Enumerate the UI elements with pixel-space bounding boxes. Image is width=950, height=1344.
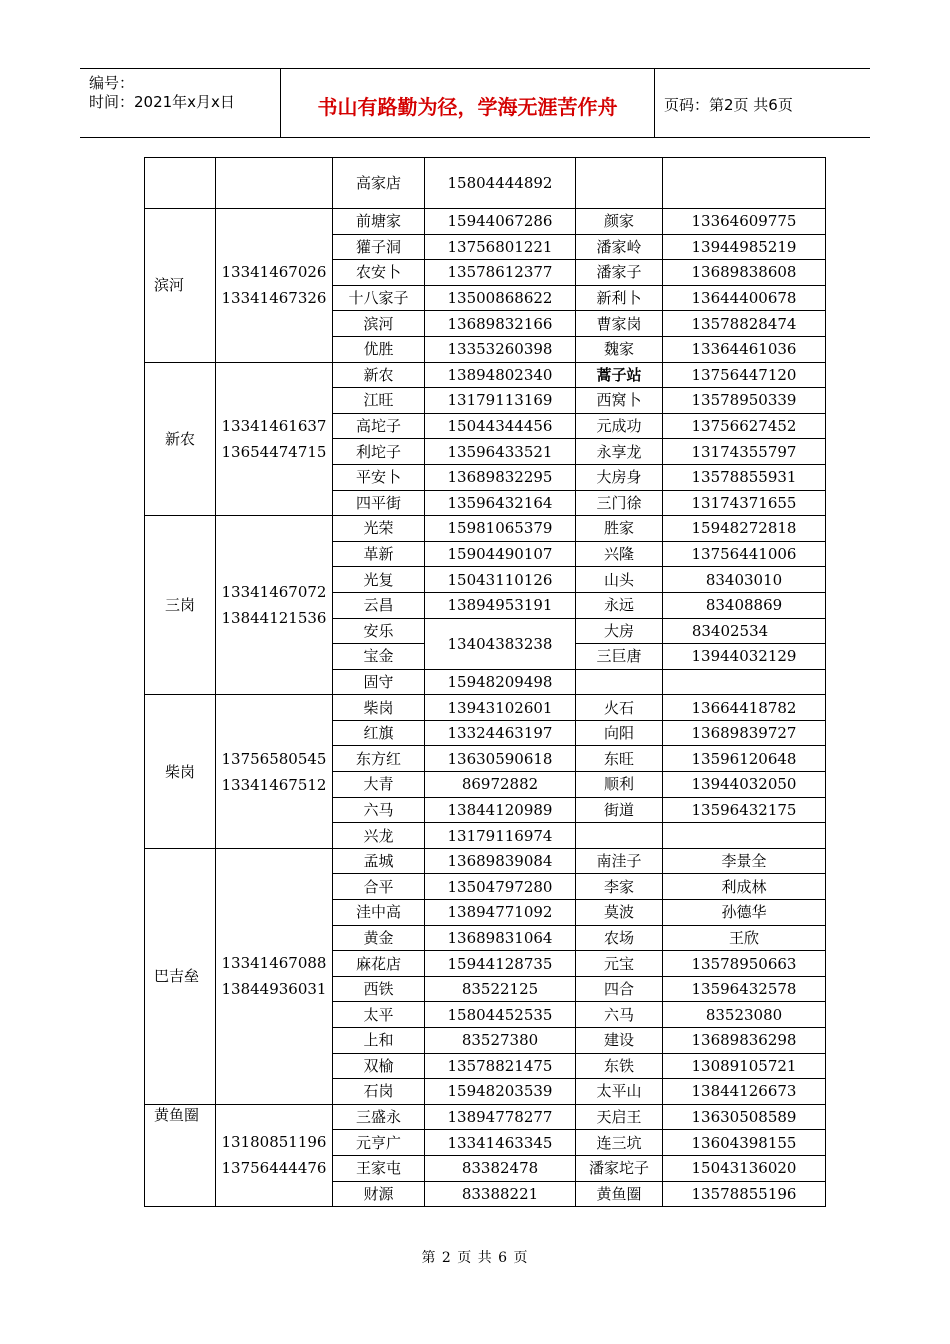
village-phone: 13689838608	[663, 260, 826, 286]
village-phone: 13844126673	[663, 1079, 826, 1105]
village-name: 兴隆	[576, 541, 663, 567]
time-label: 时间：2021年x月x日	[89, 93, 235, 111]
village-phone: 13689839727	[663, 720, 826, 746]
village-name: 街道	[576, 797, 663, 823]
village-name: 天启王	[576, 1104, 663, 1130]
village-name: 元宝	[576, 951, 663, 977]
town-phone-2: 13341467326	[221, 289, 327, 308]
table-row	[145, 362, 826, 388]
contact-person: 李景全	[663, 848, 826, 874]
town-phone-1: 13341467072	[221, 583, 327, 602]
village-phone: 13944032129	[663, 644, 826, 670]
village-phone: 15043110126	[425, 567, 576, 593]
village-name: 滨河	[333, 311, 425, 337]
village-phone: 13894771092	[425, 900, 576, 926]
town-phone-2: 13341467512	[221, 775, 327, 794]
village-name: 农安卜	[333, 260, 425, 286]
village-name: 潘家坨子	[576, 1155, 663, 1181]
header-motto-cell	[281, 69, 655, 137]
village-phone: 15948209498	[425, 669, 576, 695]
village-phone: 15944128735	[425, 951, 576, 977]
village-name: 黄金	[333, 925, 425, 951]
town-phone-2: 13844121536	[221, 609, 327, 628]
village-phone: 13894802340	[425, 362, 576, 388]
village-name: 西窝卜	[576, 388, 663, 414]
village-name: 财源	[333, 1181, 425, 1207]
town-phone-2: 13654474715	[221, 442, 327, 461]
empty-cell	[576, 158, 663, 209]
empty-cell	[216, 158, 333, 209]
town-contacts	[216, 695, 333, 849]
village-name: 南洼子	[576, 848, 663, 874]
town-name: 巴吉垒	[145, 848, 216, 1104]
village-name: 云昌	[333, 592, 425, 618]
village-phone: 13596432164	[425, 490, 576, 516]
village-phone: 13630508589	[663, 1104, 826, 1130]
village-phone: 13689832166	[425, 311, 576, 337]
village-name: 红旗	[333, 720, 425, 746]
page-label: 页码：第2页 共6页	[664, 96, 793, 114]
village-name: 平安卜	[333, 464, 425, 490]
town-phone-1: 13341467088	[221, 954, 327, 973]
header-meta-cell	[80, 69, 281, 137]
village-phone: 13596433521	[425, 439, 576, 465]
village-name: 太平山	[576, 1079, 663, 1105]
village-name: 王家屯	[333, 1155, 425, 1181]
town-name: 滨河	[145, 209, 216, 363]
village-name: 江旺	[333, 388, 425, 414]
village-phone: 13943102601	[425, 695, 576, 721]
village-phone: 13844120989	[425, 797, 576, 823]
table-row	[145, 1104, 826, 1130]
empty-cell	[663, 823, 826, 849]
village-name: 獾子洞	[333, 234, 425, 260]
village-name: 永远	[576, 592, 663, 618]
contact-person: 利成林	[663, 874, 826, 900]
village-phone: 13324463197	[425, 720, 576, 746]
village-phone: 13944032050	[663, 772, 826, 798]
village-phone: 13341463345	[425, 1130, 576, 1156]
village-phone: 13596432578	[663, 976, 826, 1002]
village-name: 潘家子	[576, 260, 663, 286]
village-name: 莫波	[576, 900, 663, 926]
village-phone: 13894953191	[425, 592, 576, 618]
village-phone: 13578950339	[663, 388, 826, 414]
town-phone-2: 13844936031	[221, 980, 327, 999]
village-name: 洼中高	[333, 900, 425, 926]
village-phone: 13174371655	[663, 490, 826, 516]
town-contacts	[216, 1104, 333, 1206]
town-phone-1: 13756580545	[221, 749, 327, 768]
village-name: 向阳	[576, 720, 663, 746]
village-name: 新利卜	[576, 285, 663, 311]
village-phone: 13596120648	[663, 746, 826, 772]
village-phone: 13944985219	[663, 234, 826, 260]
town-name: 新农	[145, 362, 216, 516]
village-phone: 13500868622	[425, 285, 576, 311]
village-name: 大房	[576, 618, 663, 644]
village-name: 连三坑	[576, 1130, 663, 1156]
town-phone-1: 13180851196	[221, 1133, 327, 1152]
town-contacts	[216, 209, 333, 363]
village-phone: 15948272818	[663, 516, 826, 542]
village-phone: 83527380	[425, 1028, 576, 1054]
empty-cell	[576, 823, 663, 849]
town-name: 柴岗	[145, 695, 216, 849]
village-phone: 13578855931	[663, 464, 826, 490]
village-name: 大青	[333, 772, 425, 798]
village-phone: 13578612377	[425, 260, 576, 286]
village-phone: 15044344456	[425, 413, 576, 439]
village-phone: 13756441006	[663, 541, 826, 567]
village-phone: 13689832295	[425, 464, 576, 490]
town-contacts	[216, 516, 333, 695]
village-phone: 83402534	[663, 618, 826, 644]
village-phone: 13756627452	[663, 413, 826, 439]
empty-cell	[145, 158, 216, 209]
table-row	[145, 209, 826, 235]
town-name: 三岗	[145, 516, 216, 695]
village-name: 山头	[576, 567, 663, 593]
village-phone: 13179113169	[425, 388, 576, 414]
village-phone: 15804444892	[425, 158, 576, 209]
table-row	[145, 848, 826, 874]
village-phone: 83403010	[663, 567, 826, 593]
contact-person: 孙德华	[663, 900, 826, 926]
village-phone: 13756447120	[663, 362, 826, 388]
village-name: 大房身	[576, 464, 663, 490]
village-name: 永享龙	[576, 439, 663, 465]
village-phone: 13578821475	[425, 1053, 576, 1079]
village-phone: 83523080	[663, 1002, 826, 1028]
village-name: 三门徐	[576, 490, 663, 516]
header-page-cell	[655, 69, 870, 137]
village-name: 四平街	[333, 490, 425, 516]
village-name: 西铁	[333, 976, 425, 1002]
village-phone: 13630590618	[425, 746, 576, 772]
village-name: 新农	[333, 362, 425, 388]
village-name: 建设	[576, 1028, 663, 1054]
village-phone: 13664418782	[663, 695, 826, 721]
village-phone: 13689839084	[425, 848, 576, 874]
village-phone: 15944067286	[425, 209, 576, 235]
village-name: 双榆	[333, 1053, 425, 1079]
number-label: 编号：	[89, 74, 135, 92]
village-name: 元成功	[576, 413, 663, 439]
village-name: 石岗	[333, 1079, 425, 1105]
village-phone: 13578828474	[663, 311, 826, 337]
village-name: 颜家	[576, 209, 663, 235]
village-name: 潘家岭	[576, 234, 663, 260]
village-name: 上和	[333, 1028, 425, 1054]
village-name: 优胜	[333, 336, 425, 362]
village-phone: 15981065379	[425, 516, 576, 542]
table-row	[145, 695, 826, 721]
village-name: 胜家	[576, 516, 663, 542]
motto-text: 书山有路勤为径，学海无涯苦作舟	[317, 95, 618, 119]
village-name: 元亨广	[333, 1130, 425, 1156]
village-name: 光荣	[333, 516, 425, 542]
village-phone: 13689836298	[663, 1028, 826, 1054]
town-phone-1: 13341461637	[221, 416, 327, 435]
village-name: 前塘家	[333, 209, 425, 235]
village-phone: 15043136020	[663, 1155, 826, 1181]
village-name: 三盛永	[333, 1104, 425, 1130]
village-phone: 13364461036	[663, 336, 826, 362]
village-name: 顺利	[576, 772, 663, 798]
village-phone: 83408869	[663, 592, 826, 618]
phone-directory-table	[144, 157, 826, 1207]
village-name: 火石	[576, 695, 663, 721]
contact-person: 王欣	[663, 925, 826, 951]
village-phone: 86972882	[425, 772, 576, 798]
village-phone: 13504797280	[425, 874, 576, 900]
town-phone-2: 13756444476	[221, 1159, 327, 1178]
page-footer: 第 2 页 共 6 页	[421, 1250, 529, 1266]
village-name: 魏家	[576, 336, 663, 362]
village-phone: 13578855196	[663, 1181, 826, 1207]
village-name: 李家	[576, 874, 663, 900]
town-name: 黄鱼圈	[145, 1104, 216, 1206]
town-contacts	[216, 848, 333, 1104]
village-phone: 83522125	[425, 976, 576, 1002]
village-phone: 13578950663	[663, 951, 826, 977]
village-phone: 13364609775	[663, 209, 826, 235]
village-phone: 13174355797	[663, 439, 826, 465]
village-phone: 83388221	[425, 1181, 576, 1207]
table-row	[145, 158, 826, 209]
town-phone-1: 13341467026	[221, 263, 327, 282]
town-contacts	[216, 362, 333, 516]
village-name: 东方红	[333, 746, 425, 772]
village-name: 东铁	[576, 1053, 663, 1079]
empty-cell	[663, 669, 826, 695]
village-phone: 13689831064	[425, 925, 576, 951]
village-name: 柴岗	[333, 695, 425, 721]
village-name: 太平	[333, 1002, 425, 1028]
village-name: 宝金	[333, 644, 425, 670]
village-name: 六马	[576, 1002, 663, 1028]
empty-cell	[576, 669, 663, 695]
village-phone: 15904490107	[425, 541, 576, 567]
village-phone: 15948203539	[425, 1079, 576, 1105]
village-name: 革新	[333, 541, 425, 567]
village-name: 兴龙	[333, 823, 425, 849]
document-header	[80, 68, 870, 138]
village-phone: 13756801221	[425, 234, 576, 260]
village-name: 农场	[576, 925, 663, 951]
village-name: 麻花店	[333, 951, 425, 977]
village-name: 三巨唐	[576, 644, 663, 670]
village-phone: 15804452535	[425, 1002, 576, 1028]
village-name: 安乐	[333, 618, 425, 644]
village-name: 黄鱼圈	[576, 1181, 663, 1207]
village-name: 高坨子	[333, 413, 425, 439]
village-phone: 13089105721	[663, 1053, 826, 1079]
village-name: 固守	[333, 669, 425, 695]
village-phone: 13596432175	[663, 797, 826, 823]
village-phone: 13604398155	[663, 1130, 826, 1156]
village-name: 合平	[333, 874, 425, 900]
village-phone: 83382478	[425, 1155, 576, 1181]
village-phone: 13894778277	[425, 1104, 576, 1130]
village-name: 六马	[333, 797, 425, 823]
village-phone: 13353260398	[425, 336, 576, 362]
village-name: 利坨子	[333, 439, 425, 465]
village-name: 十八家子	[333, 285, 425, 311]
village-phone: 13179116974	[425, 823, 576, 849]
village-name: 孟城	[333, 848, 425, 874]
table-row	[145, 516, 826, 542]
village-phone: 13404383238	[425, 618, 576, 669]
village-name: 蒿子站	[576, 362, 663, 388]
empty-cell	[663, 158, 826, 209]
village-phone: 13644400678	[663, 285, 826, 311]
village-name: 光复	[333, 567, 425, 593]
village-name: 四合	[576, 976, 663, 1002]
village-name: 高家店	[333, 158, 425, 209]
village-name: 东旺	[576, 746, 663, 772]
village-name: 曹家岗	[576, 311, 663, 337]
